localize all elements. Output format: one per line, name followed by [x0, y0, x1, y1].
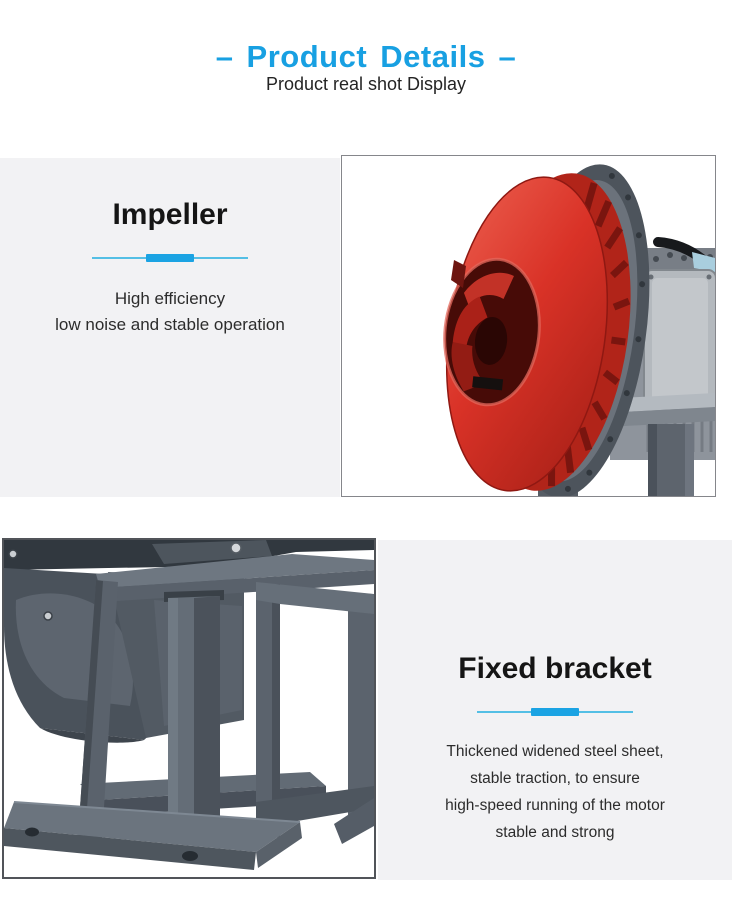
- section-divider: [477, 708, 633, 716]
- impeller-description: High efficiency low noise and stable operation: [55, 289, 285, 334]
- bracket-heading: Fixed bracket: [458, 652, 652, 685]
- page-title: – Product Details –: [215, 38, 517, 74]
- divider-accent: [146, 254, 194, 262]
- page-subtitle: Product real shot Display: [265, 74, 467, 94]
- divider-accent: [531, 708, 579, 716]
- bracket-photo-illustration: [4, 540, 374, 877]
- impeller-photo-illustration: [342, 156, 715, 496]
- impeller-text-panel: [0, 158, 340, 497]
- section-divider: [92, 254, 248, 262]
- bracket-photo: [2, 538, 376, 879]
- bracket-text-panel: [378, 540, 732, 880]
- bracket-description: Thickened widened steel sheet, stable traction, to ensure high-speed running of the motor stable and strong: [445, 743, 665, 841]
- impeller-photo: [341, 155, 716, 497]
- impeller-heading: Impeller: [112, 198, 228, 231]
